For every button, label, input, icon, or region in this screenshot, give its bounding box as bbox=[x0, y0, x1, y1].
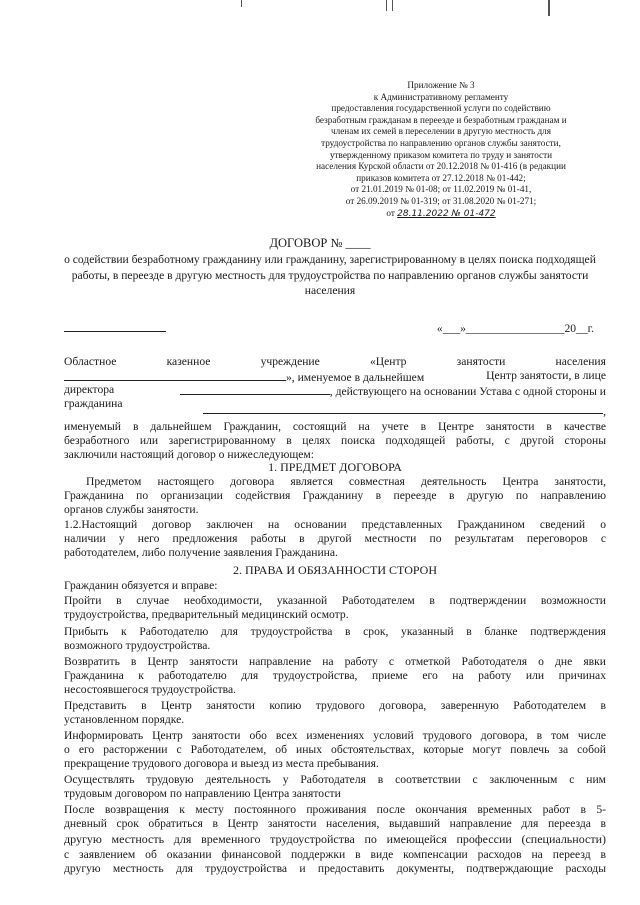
appendix-line: населения Курской области от 20.12.2018 № 01-416 (в редакции bbox=[316, 161, 566, 172]
appendix-line: безработным гражданам в переезде и безработным гражданам и bbox=[315, 114, 567, 125]
section-2-line: Возвратить в Центр занятости направление на работу с отметкой Работодателя о дне явки bbox=[64, 655, 606, 668]
director-blank bbox=[180, 383, 330, 395]
scan-mark bbox=[241, 0, 242, 7]
section-1-para-line: наличии у него предложения работы в другой местности по результатам переговоров с bbox=[64, 532, 606, 545]
section-2-heading: 2. ПРАВА И ОБЯЗАННОСТИ СТОРОН bbox=[232, 563, 438, 577]
preamble-word: занятости bbox=[456, 355, 506, 368]
scan-mark bbox=[548, 0, 550, 16]
section-2-line: Гражданина к работодателю для трудоустройства, приеме его на работу или причинах bbox=[64, 669, 606, 682]
preamble-line-1 bbox=[64, 355, 606, 369]
section-1-para-line: Предметом настоящего договора является совместная деятельность Центра занятости, bbox=[86, 475, 606, 488]
appendix-header bbox=[280, 80, 602, 220]
appendix-line: членам их семей в переселении в другую местность для bbox=[331, 126, 551, 137]
section-2-line: другую местность для временного трудоустройства по имеющейся профессии (специальности) bbox=[64, 832, 606, 846]
appendix-last-line bbox=[280, 208, 602, 221]
section-2-line: Гражданин обязуется и вправе: bbox=[64, 579, 218, 592]
appendix-line: предоставления государственной услуги по содействию bbox=[331, 103, 551, 114]
appendix-last-prefix: от bbox=[386, 207, 395, 218]
section-2-line: трудовым договором по направлению Центра занятости bbox=[64, 787, 341, 800]
preamble-line-4b bbox=[64, 405, 606, 419]
scan-mark bbox=[386, 0, 387, 11]
preamble-text: , bbox=[603, 405, 606, 418]
appendix-line: Приложение № 3 bbox=[407, 80, 475, 90]
section-2-line: несостоявшегося трудоустройства. bbox=[64, 683, 237, 696]
appendix-line: к Административному регламенту bbox=[373, 91, 509, 102]
preamble-text: Центр занятости, в лице bbox=[486, 369, 606, 382]
section-2-line: дневный срок обратиться в Центр занятости населения, выдавший направление для переезда в bbox=[64, 817, 606, 830]
handwritten-date-signature: 28.11.2022 № 01-472 bbox=[397, 208, 496, 219]
section-1-para-line: Гражданина по организации содействия Гражданину в переезде в другую по направлению bbox=[64, 489, 606, 502]
preamble-word: Областное bbox=[64, 355, 117, 368]
citizen-name-blank bbox=[203, 405, 603, 414]
section-2-line: с заявлением об оказании финансовой поддержки в виде компенсации расходов на переезд в bbox=[64, 848, 606, 861]
section-2-line: Представить в Центр занятости копию трудового договора, заверенную Работодателем в bbox=[64, 699, 606, 712]
place-blank bbox=[64, 331, 166, 332]
preamble-word: «Центр bbox=[369, 355, 407, 368]
section-2-line: трудоустройства, предварительный медицинский осмотр. bbox=[64, 608, 349, 621]
section-1-para-line: органов службы занятости. bbox=[64, 503, 199, 516]
preamble-line-6: безработного или зарегистрированному в целях поиска подходящей работы, с другой стороны bbox=[64, 434, 606, 447]
appendix-line: утвержденному приказом комитета по труду и занятости bbox=[329, 149, 553, 160]
appendix-line: приказов комитета от 27.12.2018 № 01-442; bbox=[356, 172, 526, 183]
place-date-line bbox=[64, 322, 606, 336]
contract-subtitle: о содействии безработному гражданину или гражданину, зарегистрированному в целях поиска подходящей работы, в переезде в другую местность для трудоустройства по направлению органов службы занятости населения bbox=[64, 253, 596, 297]
section-2-line: После возвращения к месту постоянного проживания после окончания временных работ в 5- bbox=[64, 803, 606, 816]
section-2-line: Пройти в случае необходимости, указанной Работодателем в подтверждении возможности bbox=[64, 594, 606, 607]
appendix-line: от 26.09.2019 № 01-319; от 31.08.2020 № 01-271; bbox=[345, 195, 537, 206]
preamble-line-5: именуемый в дальнейшем Гражданин, состоящий на учете в Центре занятости в качестве bbox=[64, 420, 606, 433]
center-name-blank bbox=[64, 369, 286, 381]
scan-mark bbox=[392, 0, 393, 11]
section-1-para-line: 1.2.Настоящий договор заключен на основании представленных Гражданином сведений о bbox=[64, 518, 606, 531]
appendix-line: от 21.01.2019 № 01-08; от 11.02.2019 № 01-41, bbox=[350, 184, 532, 195]
preamble-word: учреждение bbox=[260, 355, 320, 368]
section-2-line: установленном порядке. bbox=[64, 713, 185, 726]
section-2-line: другую местность для трудоустройства и предоставить документы, подтверждающие расходы bbox=[64, 862, 606, 875]
appendix-line: трудоустройства по направлению органов службы занятости, bbox=[321, 137, 561, 148]
section-2-line: Осуществлять трудовую деятельность у Работодателя в соответствии с заключенным с ним bbox=[64, 773, 606, 786]
section-2-line: прекращение трудового договора и выезд из места пребывания. bbox=[64, 757, 379, 770]
preamble-text: гражданина bbox=[64, 397, 123, 410]
section-1-heading: 1. ПРЕДМЕТ ДОГОВОРА bbox=[268, 460, 402, 474]
preamble-word: казенное bbox=[166, 355, 211, 368]
section-2-line: Информировать Центр занятости обо всех изменениях условий трудового договора, в том числе bbox=[64, 729, 606, 742]
section-2-line: о его расторжении с Работодателем, об иных обстоятельствах, которые могут повлечь за собой bbox=[64, 743, 606, 756]
preamble-text: , действующего на основании Устава с одной стороны и bbox=[329, 385, 606, 398]
preamble-text: директора bbox=[64, 383, 115, 396]
section-2-line: Прибыть к Работодателю для трудоустройства в срок, указанный в бланке подтверждения bbox=[64, 625, 606, 638]
preamble-text: », именуемое в дальнейшем bbox=[286, 371, 425, 384]
section-2-line: возможного трудоустройства. bbox=[64, 639, 211, 652]
preamble-line-7: заключили настоящий договор о нижеследующем: bbox=[64, 448, 314, 461]
contract-title: ДОГОВОР № ____ bbox=[269, 236, 371, 250]
contract-date: «___»_________________20__г. bbox=[436, 322, 594, 335]
preamble-word: населения bbox=[555, 355, 606, 368]
section-1-para-line: работодателем, либо получение заявления Гражданина. bbox=[64, 546, 338, 559]
